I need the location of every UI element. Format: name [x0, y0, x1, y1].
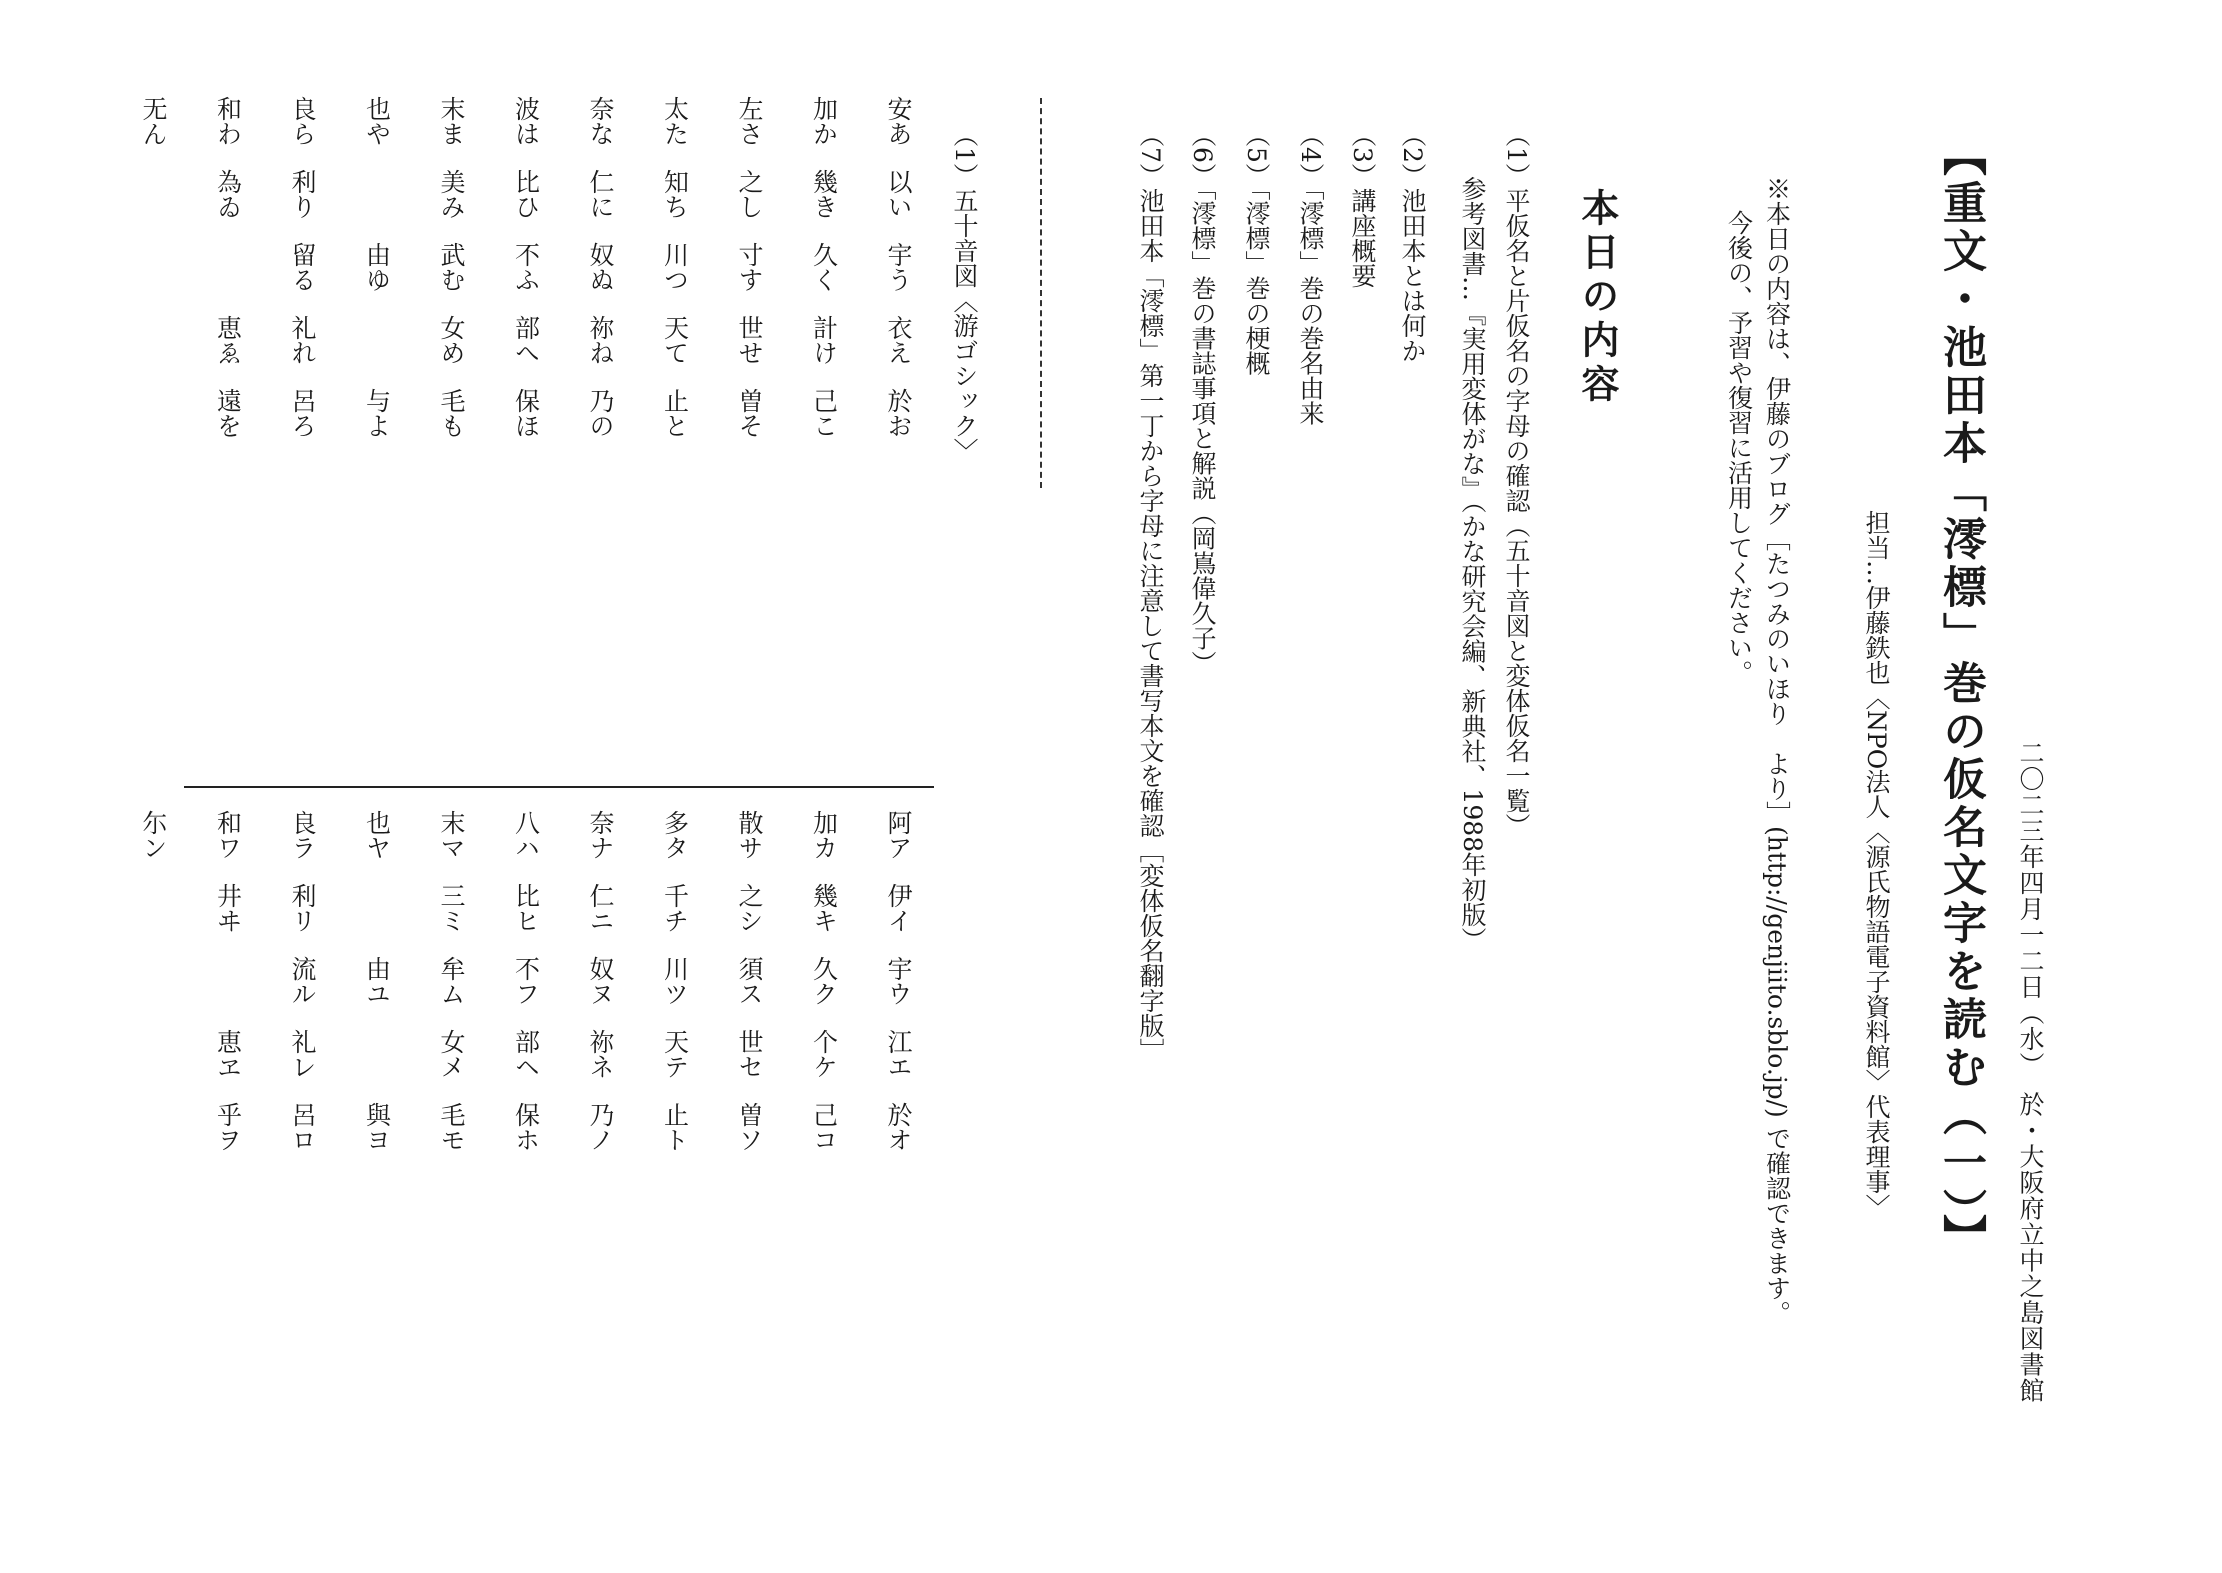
- katakana-cell: 利リ: [288, 883, 317, 933]
- note-line-2: 今後の、予習や復習に活用してください。: [1724, 210, 1754, 685]
- hiragana-cell: 於お: [884, 388, 913, 438]
- katakana-cell: 乎ヲ: [213, 1102, 243, 1152]
- katakana-cell: 千チ: [660, 883, 690, 933]
- hiragana-cell: 不ふ: [511, 242, 541, 292]
- hiragana-cell: 部へ: [511, 315, 541, 365]
- katakana-cell: 个ケ: [809, 1029, 839, 1079]
- katakana-cell: 乃ノ: [586, 1102, 615, 1152]
- katakana-cell: 己コ: [809, 1102, 839, 1152]
- katakana-cell: 三ミ: [437, 883, 466, 933]
- hiragana-cell: 之し: [735, 169, 764, 219]
- hiragana-cell: 呂ろ: [288, 388, 317, 438]
- hiragana-cell: 和わ: [213, 96, 243, 146]
- katakana-cell: 和ワ: [213, 810, 243, 860]
- hiragana-cell: 保ほ: [511, 388, 541, 438]
- katakana-cell: 流ル: [288, 956, 317, 1006]
- agenda-item: （1）平仮名と片仮名の字母の確認（五十音図と変体仮名一覧）: [1502, 122, 1531, 838]
- hiragana-cell: 世せ: [735, 315, 764, 365]
- hiragana-cell: 左さ: [735, 96, 764, 146]
- hiragana-cell: 利り: [288, 169, 317, 219]
- katakana-cell: 加カ: [809, 810, 839, 860]
- hiragana-cell: 計け: [809, 315, 839, 365]
- agenda-item: （5）「澪標」巻の梗概: [1242, 122, 1271, 376]
- agenda-item: （2）池田本とは何か: [1398, 122, 1427, 363]
- agenda-item: （3）講座概要: [1348, 122, 1377, 288]
- katakana-cell: 宇ウ: [884, 956, 913, 1006]
- katakana-cell: 奈ナ: [586, 810, 615, 860]
- hiragana-cell: 由ゆ: [362, 242, 392, 292]
- katakana-cell: 多タ: [660, 810, 690, 860]
- agenda-item: （4）「澪標」巻の巻名由来: [1296, 122, 1325, 426]
- katakana-cell: 呂ロ: [288, 1102, 317, 1152]
- hiragana-cell: 无ん: [139, 96, 168, 146]
- hiragana-cell: 祢ね: [586, 315, 615, 365]
- katakana-cell: 部ヘ: [511, 1029, 541, 1079]
- katakana-cell: 久ク: [809, 956, 839, 1006]
- katakana-cell: 牟ム: [437, 956, 466, 1006]
- section-divider-dashed: [1040, 98, 1042, 488]
- page-title: 【重文・池田本「澪標」巻の仮名文字を読む（一）】: [1935, 132, 1986, 1262]
- hiragana-cell: 良ら: [288, 96, 317, 146]
- presenter: 担当…伊藤鉄也〈NPO法人〈源氏物語電子資料館〉代表理事〉: [1862, 510, 1891, 1220]
- katakana-cell: 比ヒ: [511, 883, 541, 933]
- hiragana-cell: 仁に: [586, 169, 615, 219]
- katakana-cell: 保ホ: [511, 1102, 541, 1152]
- hiragana-cell: 也や: [362, 96, 392, 146]
- hiragana-cell: 寸す: [735, 242, 764, 292]
- katakana-cell: 仁ニ: [586, 883, 615, 933]
- katakana-cell: 井ヰ: [213, 883, 243, 933]
- hiragana-cell: 与よ: [362, 388, 392, 438]
- katakana-cell: 幾キ: [809, 883, 839, 933]
- katakana-cell: 江エ: [884, 1029, 913, 1079]
- hiragana-cell: 乃の: [586, 388, 615, 438]
- hiragana-cell: 太た: [660, 96, 690, 146]
- katakana-cell: 天テ: [660, 1029, 690, 1079]
- hiragana-cell: 礼れ: [288, 315, 317, 365]
- katakana-cell: 與ヨ: [362, 1102, 392, 1152]
- katakana-cell: 之シ: [735, 883, 764, 933]
- hiragana-cell: 恵ゑ: [213, 315, 243, 365]
- hiragana-cell: 曽そ: [735, 388, 764, 438]
- katakana-cell: 須ス: [735, 956, 764, 1006]
- hiragana-cell: 天て: [660, 315, 690, 365]
- katakana-cell: 伊イ: [884, 883, 913, 933]
- katakana-cell: 世セ: [735, 1029, 764, 1079]
- note-line-1: ※本日の内容は、伊藤のブログ［たつみのいほり より］(http://genjiito.sblo.jp/) で確認できます。: [1762, 176, 1792, 1326]
- hiragana-cell: 川つ: [660, 242, 690, 292]
- hiragana-cell: 幾き: [809, 169, 839, 219]
- katakana-cell: 毛モ: [437, 1102, 466, 1152]
- hiragana-cell: 加か: [809, 96, 839, 146]
- hiragana-cell: 衣え: [884, 315, 913, 365]
- hiragana-cell: 奴ぬ: [586, 242, 615, 292]
- hiragana-cell: 奈な: [586, 96, 615, 146]
- section-divider-solid: [184, 786, 934, 788]
- katakana-cell: 礼レ: [288, 1029, 317, 1079]
- hiragana-cell: 久く: [809, 242, 839, 292]
- agenda-item: （6）「澪標」巻の書誌事項と解説（岡嶌偉久子）: [1188, 122, 1217, 676]
- katakana-cell: 奴ヌ: [586, 956, 615, 1006]
- agenda-item: 参考図書…『実用変体がな』（かな研究会編、新典社、1988年初版）: [1458, 176, 1487, 953]
- katakana-cell: 於オ: [884, 1102, 913, 1152]
- katakana-cell: 尓ン: [139, 810, 168, 860]
- agenda-item: （7）池田本「澪標」第一丁から字母に注意して書写本文を確認［変体仮名翻字版］: [1136, 122, 1165, 1063]
- katakana-cell: 川ツ: [660, 956, 690, 1006]
- hiragana-cell: 安あ: [884, 96, 913, 146]
- katakana-cell: 祢ネ: [586, 1029, 615, 1079]
- katakana-cell: 不フ: [511, 956, 541, 1006]
- katakana-cell: 八ハ: [511, 810, 541, 860]
- hiragana-cell: 止と: [660, 388, 690, 438]
- hiragana-cell: 以い: [884, 169, 913, 219]
- hiragana-cell: 波は: [511, 96, 541, 146]
- katakana-cell: 止ト: [660, 1102, 690, 1152]
- hiragana-cell: 末ま: [437, 96, 466, 146]
- katakana-cell: 曽ソ: [735, 1102, 764, 1152]
- katakana-cell: 良ラ: [288, 810, 317, 860]
- hiragana-cell: 美み: [437, 169, 466, 219]
- hiragana-cell: 為ゐ: [213, 169, 243, 219]
- hiragana-cell: 比ひ: [511, 169, 541, 219]
- katakana-cell: 末マ: [437, 810, 466, 860]
- hiragana-cell: 宇う: [884, 242, 913, 292]
- katakana-cell: 阿ア: [884, 810, 913, 860]
- hiragana-cell: 知ち: [660, 169, 690, 219]
- hiragana-cell: 女め: [437, 315, 466, 365]
- hiragana-cell: 武む: [437, 242, 466, 292]
- agenda-heading: 本日の内容: [1575, 188, 1619, 408]
- gojuon-heading: （1）五十音図〈游ゴシック〉: [950, 122, 979, 463]
- katakana-cell: 散サ: [735, 810, 764, 860]
- date-venue: 二〇二三年四月一二日（水） 於・大阪府立中之島図書館: [2016, 740, 2045, 1404]
- hiragana-cell: 毛も: [437, 388, 466, 438]
- hiragana-cell: 留る: [288, 242, 317, 292]
- katakana-cell: 也ヤ: [362, 810, 392, 860]
- katakana-cell: 女メ: [437, 1029, 466, 1079]
- katakana-cell: 恵ヱ: [213, 1029, 243, 1079]
- hiragana-cell: 遠を: [213, 388, 243, 438]
- hiragana-cell: 己こ: [809, 388, 839, 438]
- katakana-cell: 由ユ: [362, 956, 392, 1006]
